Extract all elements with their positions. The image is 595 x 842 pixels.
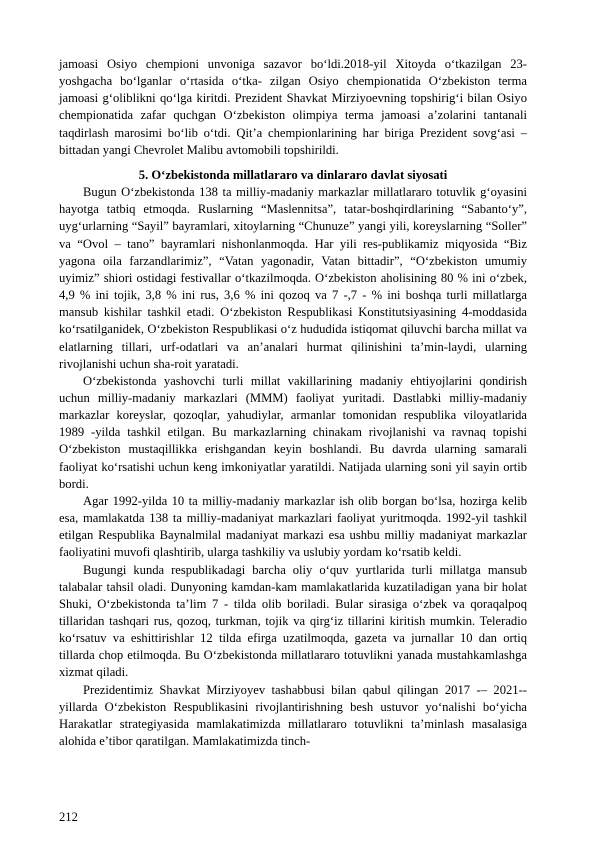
paragraph-cultural-centers: Bugun O‘zbekistonda 138 ta milliy-madaniy markazlar millatlararo totuvlik g‘oyasini hayotga tatbiq etmoqda. Ruslarning “Maslennitsa”, tatar-boshqirdlarining “Sabanto‘y”, uyg‘urlarning “Sayil” bayramlari, xitoylarning “Chunuze” yangi yili, koreyslarning “Soller” va “Ovol – tano” bayramlari nishonlanmoqda. Har yili res-publikamiz miqyosida “Biz yagona oila farzandlarimiz”, “Vatan yagonadir, Vatan bittadir”, “O‘zbekiston umumiy uyimiz” shiori ostidagi festivallar o‘tkazilmoqda. O‘zbekiston aholisining 80 % ini o‘zbek, 4,9 % ini tojik, 3,8 % ini rus, 3,6 % ini qozoq va 7 -,7 - % ini boshqa turli millatlarga mansub kishilar tashkil etadi. O‘zbekiston Respublikasi Konstitutsiyasining 4-moddasida ko‘rsatilganidek, O‘zbekiston Respublikasi o‘z hududida istiqomat qiluvchi barcha millat va elatlarning tillari, urf-odatlari va an’analari hurmat qilinishini ta’min-laydi, ularning rivojlanishi uchun sha-roit yaratadi.	[59, 185, 527, 371]
document-page	[59, 56, 527, 750]
paragraph-continued: jamoasi Osiyo chempioni unvoniga sazavor bo‘ldi.2018-yil Xitoyda o‘tkazilgan 23-yoshgacha bo‘lganlar o‘rtasida o‘tka- zilgan Osiyo chempionatida O‘zbekiston terma jamoasi g‘oliblikni qo‘lga kiritdi. Prezident Shavkat Mirziyoevning topshirig‘i bilan Osiyo chempionatida zafar quchgan O‘zbekiston olimpiya terma jamoasi a’zolarini tantanali taqdirlash marosimi bo‘lib o‘tdi. Qit’a chempionlarining har biriga Prezident sovg‘asi – bittadan yangi Chevrolet Malibu avtomobili topshirildi.	[59, 57, 527, 157]
paragraph-mmm-activity: O‘zbekistonda yashovchi turli millat vakillarining madaniy ehtiyojlarini qondirish uchun milliy-madaniy markazlari (MMM) faoliyat yuritadi. Dastlabki milliy-madaniy markazlar koreyslar, qozoqlar, yahudiylar, armanlar tomonidan respublika viloyatlarida 1989 -yilda tashkil etilgan. Bu markazlarning chinakam rivojlanishi va ravnaq topishi O‘zbekiston mustaqillikka erishgandan keyin boshlandi. Bu davrda ularning samarali faoliyat ko‘rsatishi uchun keng imkoniyatlar yaratildi. Natijada ularning soni yil sayin ortib bordi.	[59, 373, 527, 491]
paragraph-1992-growth: Agar 1992-yilda 10 ta milliy-madaniy markazlar ish olib borgan bo‘lsa, hozirga kelib esa, mamlakatda 138 ta milliy-madaniyat markazlari faoliyat yuritmoqda. 1992-yil tashkil etilgan Respublika Baynalmilal madaniyat markazi esa ushbu milliy madaniyat markazlar faoliyatini muvofi qlashtirib, ularga tashkiliy va uslubiy yordam ko‘rsatib keldi.	[59, 493, 527, 560]
paragraph-strategy: Prezidentimiz Shavkat Mirziyoyev tashabbusi bilan qabul qilingan 2017 -– 2021--yillarda O‘zbekiston Respublikasini rivojlantirishning besh ustuvor yo‘nalishi bo‘yicha Harakatlar strategiyasida mamlakatimizda millatlararo totuvlikni ta’minlash masalasiga alohida e’tibor qaratilgan. Mamlakatimizda tinch-	[59, 682, 527, 749]
section-heading: 5. O‘zbekistonda millatlararo va dinlararo davlat siyosati	[138, 167, 448, 182]
paragraph-education-languages: Bugungi kunda respublikadagi barcha oliy o‘quv yurtlarida turli millatga mansub talabalar tahsil oladi. Dunyoning kamdan-kam mamlakatlarida kuzatiladigan yana bir holat Shuki, O‘zbekistonda ta’lim 7 - tilda olib boriladi. Bular sirasiga o‘zbek va qoraqalpoq tillaridan tashqari rus, qozoq, turkman, tojik va qirg‘iz tillarini kiritish mumkin. Teleradio ko‘rsatuv va eshittirishlar 12 tilda efirga uzatilmoqda, gazeta va jurnallar 10 dan ortiq tillarda chop etilmoqda. Bu O‘zbekistonda millatlararo totuvlikni yanada mustahkamlashga xizmat qiladi.	[59, 562, 527, 680]
page-number: 212	[59, 810, 78, 824]
